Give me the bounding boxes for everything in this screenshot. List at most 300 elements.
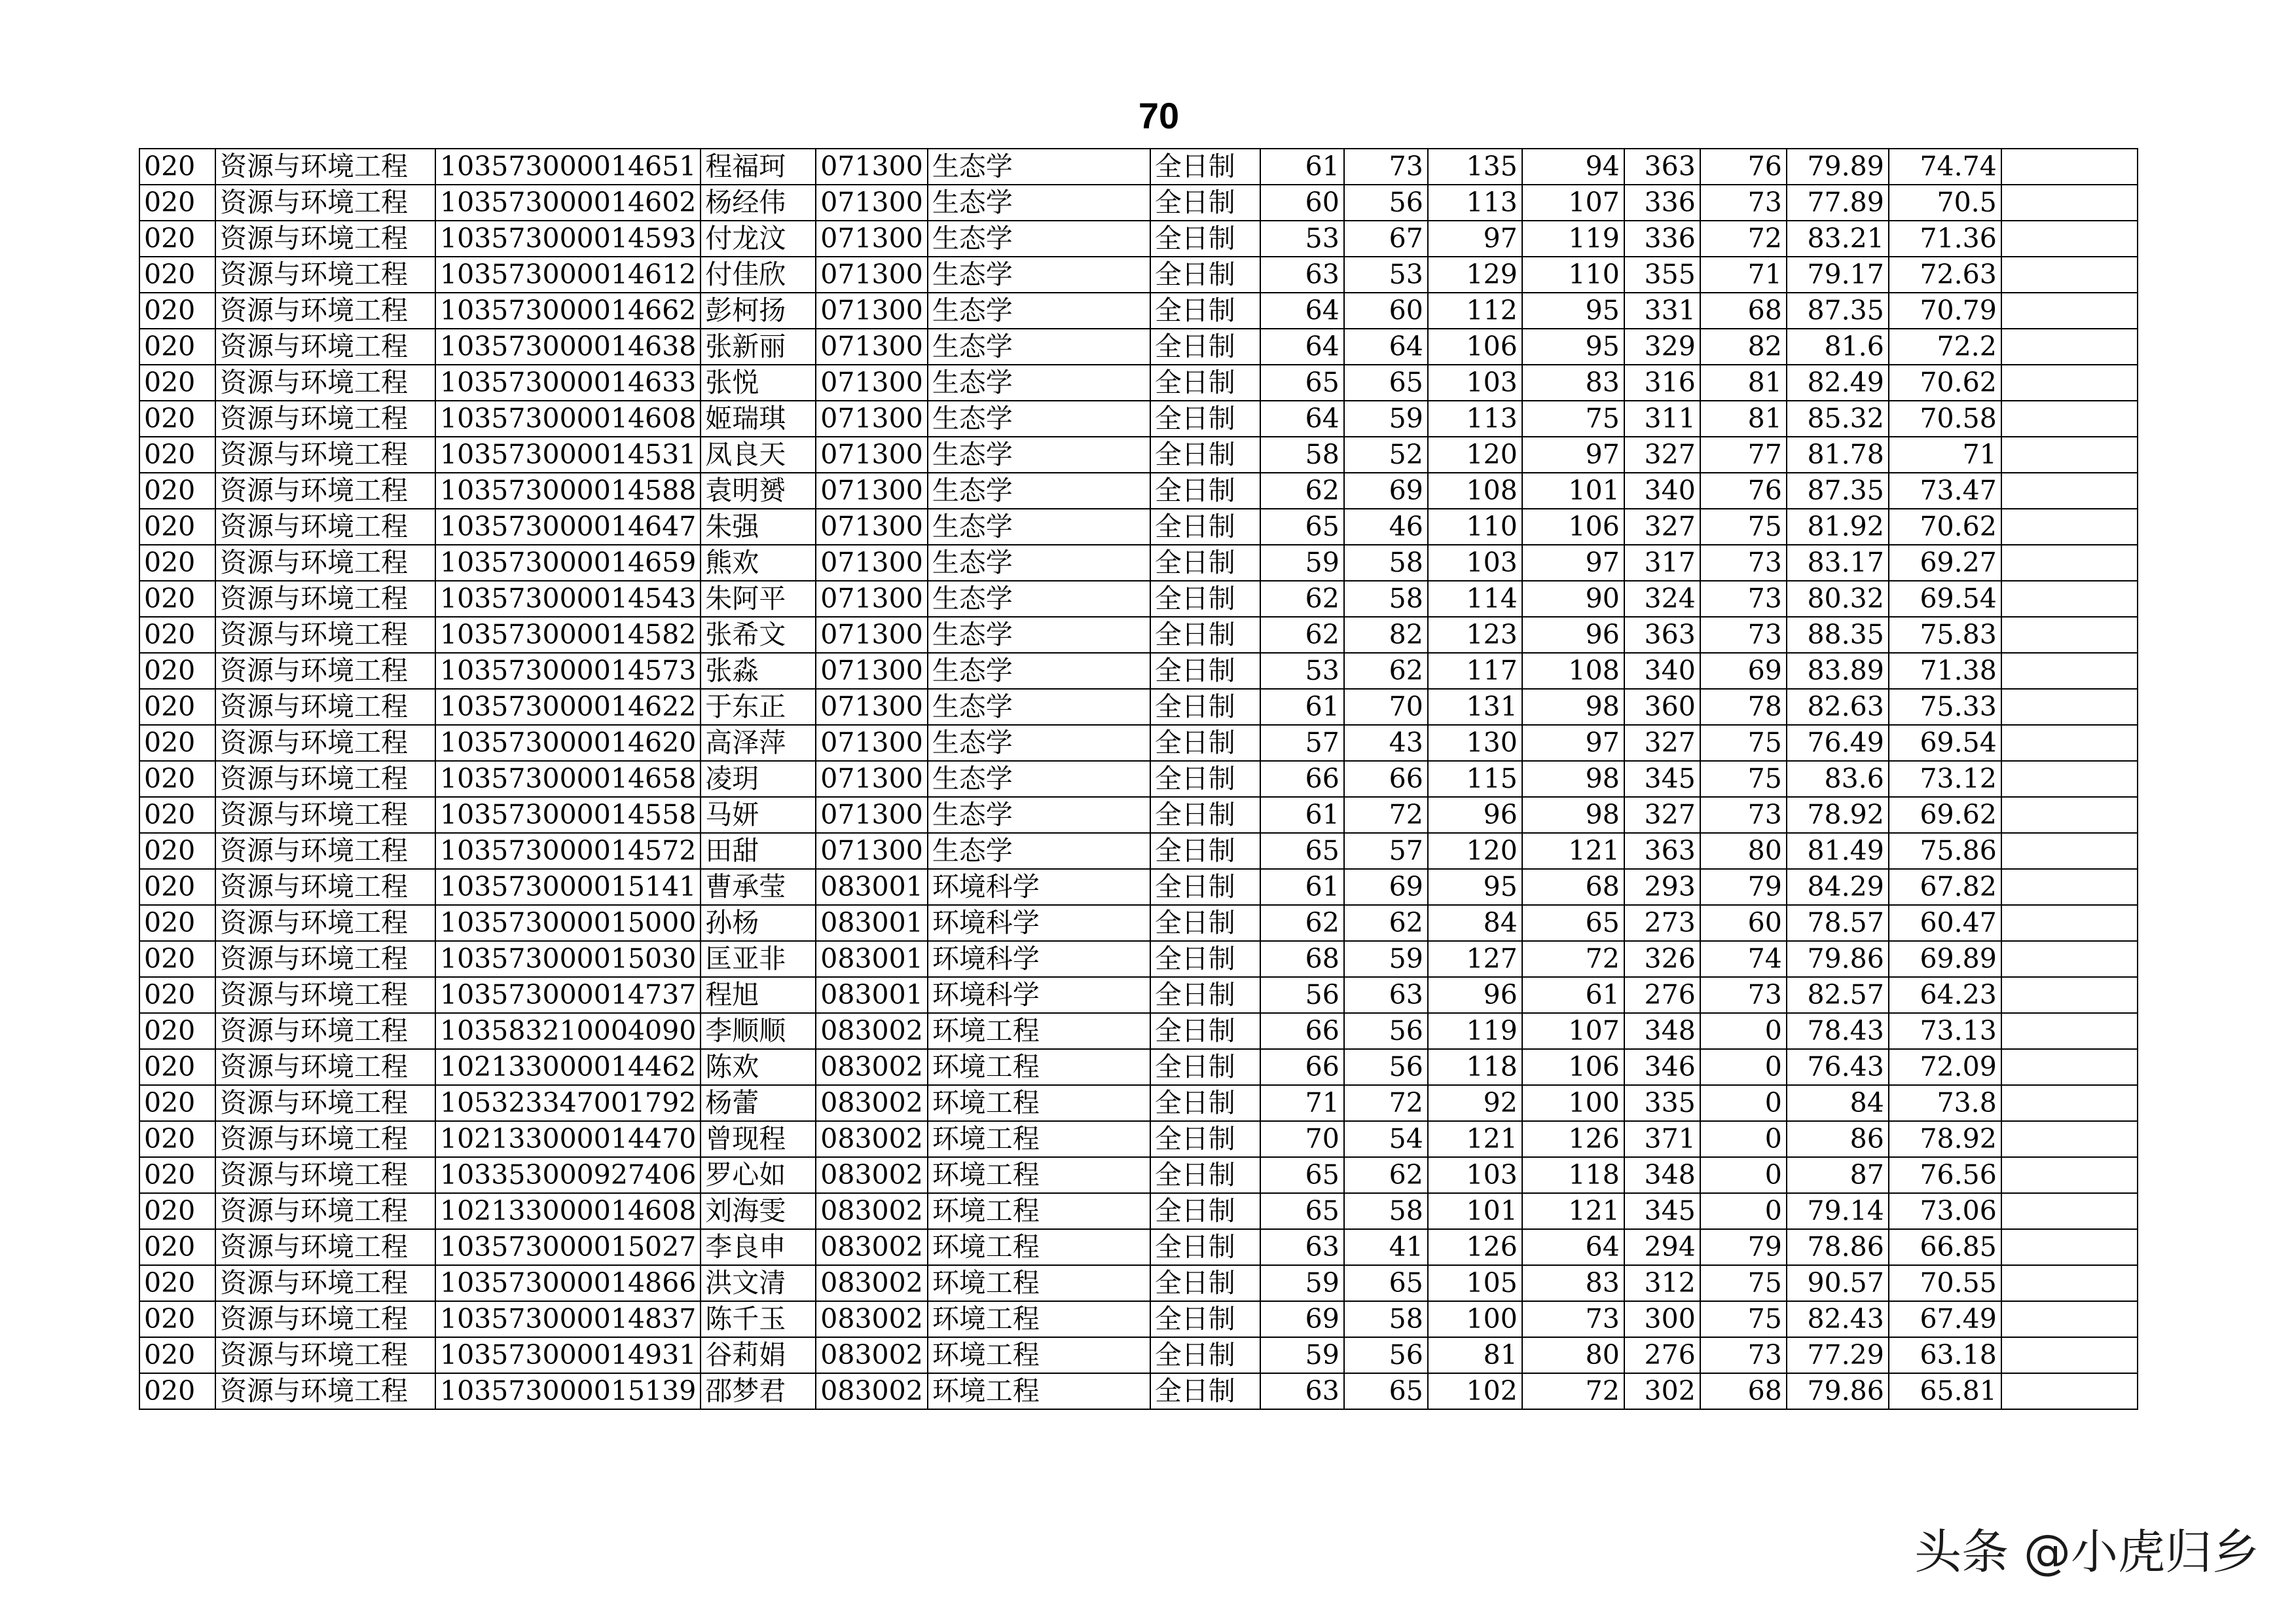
interview-score-cell: 81.49 [1787, 833, 1889, 869]
major-code-cell: 071300 [816, 725, 928, 761]
major-name-cell: 生态学 [928, 437, 1150, 473]
table-row [139, 365, 2138, 401]
remark-cell [2001, 833, 2138, 869]
department-cell: 资源与环境工程 [215, 149, 435, 185]
total-score-cell: 345 [1624, 761, 1700, 797]
major-code-cell: 083002 [816, 1229, 928, 1265]
major-code-cell: 071300 [816, 617, 928, 653]
english-score-cell: 62 [1344, 905, 1428, 941]
course2-score-cell: 100 [1522, 1085, 1624, 1121]
retest-score-cell: 80 [1700, 833, 1787, 869]
candidate-id-cell: 103573000015141 [435, 869, 701, 905]
major-name-cell: 环境工程 [928, 1373, 1150, 1409]
remark-cell [2001, 1193, 2138, 1229]
final-score-cell: 69.54 [1889, 581, 2001, 617]
english-score-cell: 62 [1344, 1157, 1428, 1193]
interview-score-cell: 87.35 [1787, 473, 1889, 509]
english-score-cell: 56 [1344, 1013, 1428, 1049]
study-mode-cell: 全日制 [1150, 1301, 1260, 1337]
course2-score-cell: 95 [1522, 329, 1624, 365]
final-score-cell: 70.58 [1889, 401, 2001, 437]
english-score-cell: 46 [1344, 509, 1428, 545]
retest-score-cell: 75 [1700, 725, 1787, 761]
candidate-id-cell: 103573000014931 [435, 1337, 701, 1373]
name-cell: 罗心如 [701, 1157, 816, 1193]
unit-code-cell: 020 [139, 1049, 215, 1085]
candidate-id-cell: 103573000014633 [435, 365, 701, 401]
table-row [139, 1301, 2138, 1337]
total-score-cell: 327 [1624, 509, 1700, 545]
remark-cell [2001, 1265, 2138, 1301]
major-code-cell: 071300 [816, 185, 928, 221]
department-cell: 资源与环境工程 [215, 365, 435, 401]
unit-code-cell: 020 [139, 1157, 215, 1193]
english-score-cell: 66 [1344, 761, 1428, 797]
name-cell: 程旭 [701, 977, 816, 1013]
major-name-cell: 生态学 [928, 653, 1150, 689]
major-code-cell: 083002 [816, 1049, 928, 1085]
politics-score-cell: 69 [1260, 1301, 1344, 1337]
interview-score-cell: 79.86 [1787, 941, 1889, 977]
politics-score-cell: 65 [1260, 365, 1344, 401]
name-cell: 付佳欣 [701, 257, 816, 293]
remark-cell [2001, 1121, 2138, 1157]
name-cell: 程福珂 [701, 149, 816, 185]
total-score-cell: 326 [1624, 941, 1700, 977]
final-score-cell: 70.55 [1889, 1265, 2001, 1301]
course1-score-cell: 101 [1428, 1193, 1522, 1229]
course1-score-cell: 114 [1428, 581, 1522, 617]
unit-code-cell: 020 [139, 1229, 215, 1265]
candidate-id-cell: 103573000014651 [435, 149, 701, 185]
study-mode-cell: 全日制 [1150, 1373, 1260, 1409]
politics-score-cell: 53 [1260, 221, 1344, 257]
course2-score-cell: 101 [1522, 473, 1624, 509]
english-score-cell: 60 [1344, 293, 1428, 329]
study-mode-cell: 全日制 [1150, 1085, 1260, 1121]
retest-score-cell: 71 [1700, 257, 1787, 293]
final-score-cell: 74.74 [1889, 149, 2001, 185]
major-name-cell: 生态学 [928, 365, 1150, 401]
candidate-id-cell: 103573000014573 [435, 653, 701, 689]
course2-score-cell: 118 [1522, 1157, 1624, 1193]
final-score-cell: 60.47 [1889, 905, 2001, 941]
remark-cell [2001, 329, 2138, 365]
final-score-cell: 69.27 [1889, 545, 2001, 581]
politics-score-cell: 59 [1260, 545, 1344, 581]
major-code-cell: 071300 [816, 257, 928, 293]
course2-score-cell: 98 [1522, 797, 1624, 833]
total-score-cell: 293 [1624, 869, 1700, 905]
unit-code-cell: 020 [139, 725, 215, 761]
course1-score-cell: 102 [1428, 1373, 1522, 1409]
candidate-id-cell: 103573000014620 [435, 725, 701, 761]
candidate-id-cell: 103573000014866 [435, 1265, 701, 1301]
course2-score-cell: 98 [1522, 761, 1624, 797]
candidate-id-cell: 103573000014612 [435, 257, 701, 293]
retest-score-cell: 78 [1700, 689, 1787, 725]
study-mode-cell: 全日制 [1150, 509, 1260, 545]
english-score-cell: 54 [1344, 1121, 1428, 1157]
department-cell: 资源与环境工程 [215, 653, 435, 689]
english-score-cell: 72 [1344, 797, 1428, 833]
final-score-cell: 70.79 [1889, 293, 2001, 329]
course1-score-cell: 135 [1428, 149, 1522, 185]
name-cell: 刘海雯 [701, 1193, 816, 1229]
name-cell: 邵梦君 [701, 1373, 816, 1409]
interview-score-cell: 79.86 [1787, 1373, 1889, 1409]
total-score-cell: 316 [1624, 365, 1700, 401]
candidate-id-cell: 103573000014622 [435, 689, 701, 725]
unit-code-cell: 020 [139, 1121, 215, 1157]
name-cell: 陈欢 [701, 1049, 816, 1085]
remark-cell [2001, 1049, 2138, 1085]
department-cell: 资源与环境工程 [215, 1193, 435, 1229]
retest-score-cell: 82 [1700, 329, 1787, 365]
study-mode-cell: 全日制 [1150, 1229, 1260, 1265]
total-score-cell: 340 [1624, 473, 1700, 509]
english-score-cell: 64 [1344, 329, 1428, 365]
unit-code-cell: 020 [139, 869, 215, 905]
english-score-cell: 58 [1344, 1193, 1428, 1229]
table-row [139, 689, 2138, 725]
table-body [139, 149, 2138, 1409]
retest-score-cell: 77 [1700, 437, 1787, 473]
candidate-id-cell: 103573000015000 [435, 905, 701, 941]
table-row [139, 1373, 2138, 1409]
course2-score-cell: 64 [1522, 1229, 1624, 1265]
english-score-cell: 65 [1344, 1373, 1428, 1409]
politics-score-cell: 57 [1260, 725, 1344, 761]
total-score-cell: 302 [1624, 1373, 1700, 1409]
candidate-id-cell: 102133000014608 [435, 1193, 701, 1229]
major-code-cell: 083002 [816, 1373, 928, 1409]
name-cell: 彭柯扬 [701, 293, 816, 329]
unit-code-cell: 020 [139, 365, 215, 401]
name-cell: 熊欢 [701, 545, 816, 581]
remark-cell [2001, 257, 2138, 293]
major-name-cell: 生态学 [928, 401, 1150, 437]
admission-score-table [139, 148, 2138, 1410]
unit-code-cell: 020 [139, 581, 215, 617]
study-mode-cell: 全日制 [1150, 761, 1260, 797]
unit-code-cell: 020 [139, 329, 215, 365]
department-cell: 资源与环境工程 [215, 1373, 435, 1409]
table-row [139, 1157, 2138, 1193]
major-name-cell: 环境工程 [928, 1193, 1150, 1229]
interview-score-cell: 87 [1787, 1157, 1889, 1193]
unit-code-cell: 020 [139, 905, 215, 941]
name-cell: 姬瑞琪 [701, 401, 816, 437]
name-cell: 李良申 [701, 1229, 816, 1265]
course1-score-cell: 100 [1428, 1301, 1522, 1337]
course1-score-cell: 129 [1428, 257, 1522, 293]
candidate-id-cell: 102133000014462 [435, 1049, 701, 1085]
department-cell: 资源与环境工程 [215, 1049, 435, 1085]
english-score-cell: 59 [1344, 941, 1428, 977]
english-score-cell: 57 [1344, 833, 1428, 869]
politics-score-cell: 63 [1260, 1373, 1344, 1409]
course2-score-cell: 68 [1522, 869, 1624, 905]
name-cell: 谷莉娟 [701, 1337, 816, 1373]
major-name-cell: 环境工程 [928, 1049, 1150, 1085]
department-cell: 资源与环境工程 [215, 1337, 435, 1373]
major-name-cell: 环境工程 [928, 1301, 1150, 1337]
interview-score-cell: 81.78 [1787, 437, 1889, 473]
total-score-cell: 345 [1624, 1193, 1700, 1229]
study-mode-cell: 全日制 [1150, 185, 1260, 221]
department-cell: 资源与环境工程 [215, 797, 435, 833]
final-score-cell: 65.81 [1889, 1373, 2001, 1409]
course2-score-cell: 61 [1522, 977, 1624, 1013]
page-number: 70 [1138, 95, 1180, 136]
department-cell: 资源与环境工程 [215, 1013, 435, 1049]
final-score-cell: 73.06 [1889, 1193, 2001, 1229]
name-cell: 于东正 [701, 689, 816, 725]
politics-score-cell: 59 [1260, 1337, 1344, 1373]
name-cell: 陈千玉 [701, 1301, 816, 1337]
department-cell: 资源与环境工程 [215, 329, 435, 365]
major-code-cell: 071300 [816, 365, 928, 401]
course1-score-cell: 96 [1428, 977, 1522, 1013]
study-mode-cell: 全日制 [1150, 1121, 1260, 1157]
total-score-cell: 324 [1624, 581, 1700, 617]
course2-score-cell: 83 [1522, 1265, 1624, 1301]
remark-cell [2001, 473, 2138, 509]
course2-score-cell: 121 [1522, 1193, 1624, 1229]
interview-score-cell: 90.57 [1787, 1265, 1889, 1301]
english-score-cell: 73 [1344, 149, 1428, 185]
unit-code-cell: 020 [139, 1373, 215, 1409]
candidate-id-cell: 103573000014543 [435, 581, 701, 617]
course2-score-cell: 97 [1522, 545, 1624, 581]
total-score-cell: 300 [1624, 1301, 1700, 1337]
retest-score-cell: 72 [1700, 221, 1787, 257]
course1-score-cell: 131 [1428, 689, 1522, 725]
major-name-cell: 生态学 [928, 473, 1150, 509]
major-code-cell: 071300 [816, 329, 928, 365]
english-score-cell: 56 [1344, 1049, 1428, 1085]
table-row [139, 545, 2138, 581]
total-score-cell: 276 [1624, 977, 1700, 1013]
retest-score-cell: 0 [1700, 1013, 1787, 1049]
department-cell: 资源与环境工程 [215, 1229, 435, 1265]
politics-score-cell: 65 [1260, 1157, 1344, 1193]
major-code-cell: 071300 [816, 653, 928, 689]
course1-score-cell: 127 [1428, 941, 1522, 977]
course1-score-cell: 92 [1428, 1085, 1522, 1121]
remark-cell [2001, 1373, 2138, 1409]
politics-score-cell: 62 [1260, 473, 1344, 509]
final-score-cell: 70.5 [1889, 185, 2001, 221]
retest-score-cell: 81 [1700, 365, 1787, 401]
course2-score-cell: 126 [1522, 1121, 1624, 1157]
study-mode-cell: 全日制 [1150, 1157, 1260, 1193]
interview-score-cell: 78.86 [1787, 1229, 1889, 1265]
major-code-cell: 071300 [816, 545, 928, 581]
final-score-cell: 75.86 [1889, 833, 2001, 869]
course2-score-cell: 110 [1522, 257, 1624, 293]
study-mode-cell: 全日制 [1150, 329, 1260, 365]
study-mode-cell: 全日制 [1150, 977, 1260, 1013]
remark-cell [2001, 581, 2138, 617]
remark-cell [2001, 977, 2138, 1013]
major-name-cell: 环境科学 [928, 941, 1150, 977]
name-cell: 杨蕾 [701, 1085, 816, 1121]
total-score-cell: 311 [1624, 401, 1700, 437]
course1-score-cell: 126 [1428, 1229, 1522, 1265]
interview-score-cell: 82.63 [1787, 689, 1889, 725]
unit-code-cell: 020 [139, 1301, 215, 1337]
english-score-cell: 41 [1344, 1229, 1428, 1265]
study-mode-cell: 全日制 [1150, 1337, 1260, 1373]
table-row [139, 437, 2138, 473]
course1-score-cell: 120 [1428, 833, 1522, 869]
candidate-id-cell: 103573000014837 [435, 1301, 701, 1337]
department-cell: 资源与环境工程 [215, 977, 435, 1013]
major-code-cell: 071300 [816, 797, 928, 833]
interview-score-cell: 81.92 [1787, 509, 1889, 545]
course1-score-cell: 103 [1428, 545, 1522, 581]
retest-score-cell: 0 [1700, 1085, 1787, 1121]
table-row [139, 509, 2138, 545]
unit-code-cell: 020 [139, 977, 215, 1013]
course1-score-cell: 103 [1428, 365, 1522, 401]
course1-score-cell: 95 [1428, 869, 1522, 905]
retest-score-cell: 73 [1700, 545, 1787, 581]
course2-score-cell: 97 [1522, 437, 1624, 473]
unit-code-cell: 020 [139, 437, 215, 473]
study-mode-cell: 全日制 [1150, 725, 1260, 761]
department-cell: 资源与环境工程 [215, 941, 435, 977]
remark-cell [2001, 437, 2138, 473]
candidate-id-cell: 103573000014593 [435, 221, 701, 257]
name-cell: 匡亚非 [701, 941, 816, 977]
course1-score-cell: 105 [1428, 1265, 1522, 1301]
major-name-cell: 生态学 [928, 329, 1150, 365]
table-row [139, 221, 2138, 257]
total-score-cell: 317 [1624, 545, 1700, 581]
remark-cell [2001, 653, 2138, 689]
course1-score-cell: 113 [1428, 185, 1522, 221]
english-score-cell: 53 [1344, 257, 1428, 293]
retest-score-cell: 68 [1700, 1373, 1787, 1409]
total-score-cell: 336 [1624, 221, 1700, 257]
major-name-cell: 环境科学 [928, 905, 1150, 941]
english-score-cell: 59 [1344, 401, 1428, 437]
remark-cell [2001, 761, 2138, 797]
remark-cell [2001, 545, 2138, 581]
total-score-cell: 360 [1624, 689, 1700, 725]
retest-score-cell: 73 [1700, 977, 1787, 1013]
study-mode-cell: 全日制 [1150, 1049, 1260, 1085]
unit-code-cell: 020 [139, 617, 215, 653]
politics-score-cell: 71 [1260, 1085, 1344, 1121]
department-cell: 资源与环境工程 [215, 257, 435, 293]
politics-score-cell: 63 [1260, 257, 1344, 293]
table-row [139, 725, 2138, 761]
table-row [139, 257, 2138, 293]
department-cell: 资源与环境工程 [215, 581, 435, 617]
table-row [139, 833, 2138, 869]
english-score-cell: 62 [1344, 653, 1428, 689]
retest-score-cell: 73 [1700, 185, 1787, 221]
major-name-cell: 环境科学 [928, 869, 1150, 905]
name-cell: 张悦 [701, 365, 816, 401]
course2-score-cell: 107 [1522, 185, 1624, 221]
study-mode-cell: 全日制 [1150, 1265, 1260, 1301]
candidate-id-cell: 102133000014470 [435, 1121, 701, 1157]
interview-score-cell: 88.35 [1787, 617, 1889, 653]
department-cell: 资源与环境工程 [215, 617, 435, 653]
name-cell: 曾现程 [701, 1121, 816, 1157]
total-score-cell: 331 [1624, 293, 1700, 329]
unit-code-cell: 020 [139, 689, 215, 725]
study-mode-cell: 全日制 [1150, 869, 1260, 905]
study-mode-cell: 全日制 [1150, 617, 1260, 653]
final-score-cell: 67.82 [1889, 869, 2001, 905]
final-score-cell: 75.83 [1889, 617, 2001, 653]
major-code-cell: 083002 [816, 1121, 928, 1157]
retest-score-cell: 69 [1700, 653, 1787, 689]
course1-score-cell: 84 [1428, 905, 1522, 941]
table-row [139, 1121, 2138, 1157]
remark-cell [2001, 1085, 2138, 1121]
major-code-cell: 071300 [816, 833, 928, 869]
study-mode-cell: 全日制 [1150, 365, 1260, 401]
politics-score-cell: 61 [1260, 869, 1344, 905]
unit-code-cell: 020 [139, 1085, 215, 1121]
major-code-cell: 071300 [816, 221, 928, 257]
candidate-id-cell: 103583210004090 [435, 1013, 701, 1049]
department-cell: 资源与环境工程 [215, 1301, 435, 1337]
course1-score-cell: 123 [1428, 617, 1522, 653]
table-row [139, 1193, 2138, 1229]
major-name-cell: 环境科学 [928, 977, 1150, 1013]
table-row [139, 329, 2138, 365]
remark-cell [2001, 509, 2138, 545]
course2-score-cell: 96 [1522, 617, 1624, 653]
course2-score-cell: 108 [1522, 653, 1624, 689]
course2-score-cell: 121 [1522, 833, 1624, 869]
major-name-cell: 环境工程 [928, 1337, 1150, 1373]
course1-score-cell: 121 [1428, 1121, 1522, 1157]
course2-score-cell: 98 [1522, 689, 1624, 725]
name-cell: 袁明赟 [701, 473, 816, 509]
politics-score-cell: 61 [1260, 689, 1344, 725]
politics-score-cell: 62 [1260, 617, 1344, 653]
major-name-cell: 生态学 [928, 221, 1150, 257]
candidate-id-cell: 103573000014582 [435, 617, 701, 653]
retest-score-cell: 60 [1700, 905, 1787, 941]
politics-score-cell: 62 [1260, 905, 1344, 941]
remark-cell [2001, 365, 2138, 401]
final-score-cell: 69.89 [1889, 941, 2001, 977]
department-cell: 资源与环境工程 [215, 293, 435, 329]
english-score-cell: 70 [1344, 689, 1428, 725]
candidate-id-cell: 103573000014662 [435, 293, 701, 329]
total-score-cell: 340 [1624, 653, 1700, 689]
course2-score-cell: 83 [1522, 365, 1624, 401]
english-score-cell: 65 [1344, 1265, 1428, 1301]
total-score-cell: 327 [1624, 797, 1700, 833]
candidate-id-cell: 103573000014647 [435, 509, 701, 545]
final-score-cell: 73.8 [1889, 1085, 2001, 1121]
course1-score-cell: 97 [1428, 221, 1522, 257]
politics-score-cell: 60 [1260, 185, 1344, 221]
name-cell: 凤良天 [701, 437, 816, 473]
unit-code-cell: 020 [139, 761, 215, 797]
